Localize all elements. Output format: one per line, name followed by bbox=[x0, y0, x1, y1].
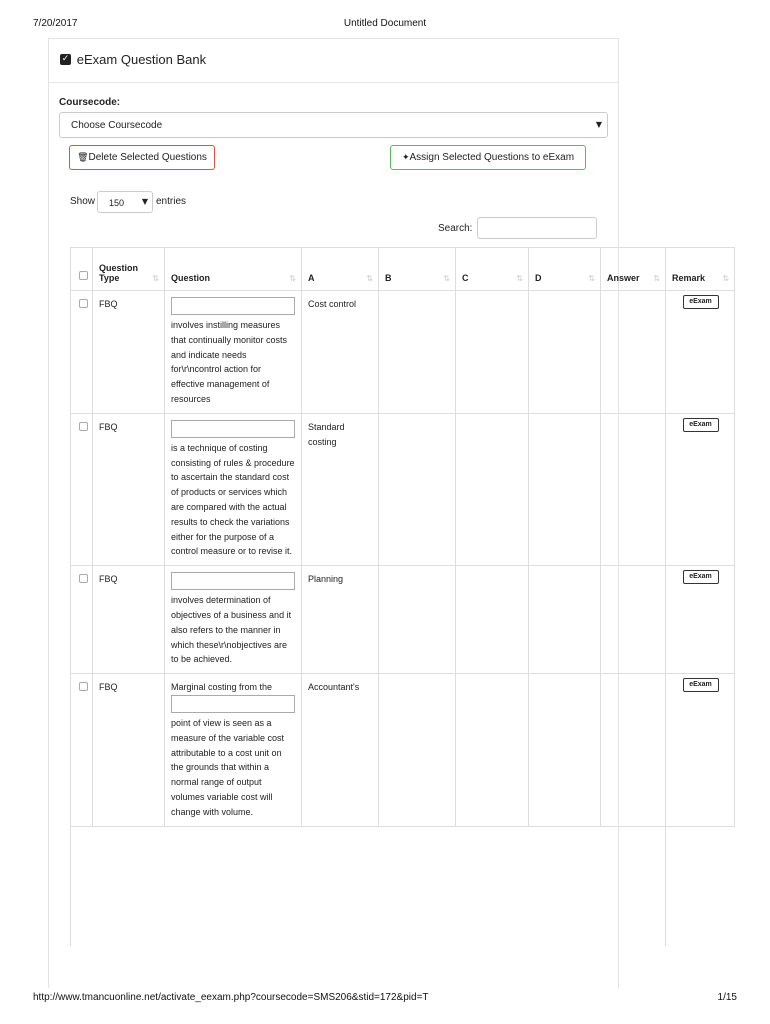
question-type-cell: FBQ bbox=[93, 413, 165, 565]
checkbox-checked-icon: ✓ bbox=[61, 54, 70, 64]
sort-icon: ⇅ bbox=[443, 274, 450, 283]
question-blank-field bbox=[171, 572, 295, 590]
delete-selected-label: Delete Selected Questions bbox=[88, 152, 207, 163]
column-header-a[interactable] bbox=[302, 248, 379, 291]
print-page-number: 1/15 bbox=[717, 992, 737, 1003]
eexam-button[interactable]: eExam bbox=[683, 418, 719, 432]
pin-icon: ✦ bbox=[401, 153, 410, 163]
row-checkbox[interactable] bbox=[79, 682, 88, 691]
option-a-cell: Accountant's bbox=[302, 674, 379, 826]
column-header-d[interactable] bbox=[529, 248, 601, 291]
option-b-cell bbox=[379, 413, 456, 565]
column-header-question[interactable] bbox=[165, 248, 302, 291]
column-header-type-line2: Type bbox=[99, 273, 120, 283]
table-row bbox=[71, 291, 735, 414]
dropdown-arrow-icon: ▼ bbox=[595, 120, 602, 129]
question-blank-field bbox=[171, 420, 295, 438]
delete-selected-button[interactable] bbox=[69, 145, 215, 170]
column-header-remark[interactable] bbox=[666, 248, 735, 291]
option-a-cell: Standard costing bbox=[302, 413, 379, 565]
question-blank-field bbox=[171, 297, 295, 315]
option-c-cell bbox=[456, 566, 529, 674]
answer-cell bbox=[601, 291, 666, 414]
row-checkbox[interactable] bbox=[79, 574, 88, 583]
question-text-after: involves determination of objectives of a business and it also refers to the manner in which these\r\nobjectives are to be achieved. bbox=[171, 595, 292, 665]
option-c-cell bbox=[456, 291, 529, 414]
print-footer bbox=[33, 992, 737, 1006]
question-text-before: Marginal costing from the bbox=[171, 682, 273, 693]
sort-icon: ⇅ bbox=[516, 274, 523, 283]
row-select-cell bbox=[71, 566, 93, 674]
sort-icon: ⇅ bbox=[722, 274, 729, 283]
option-a-cell: Cost control bbox=[302, 291, 379, 414]
coursecode-select[interactable] bbox=[59, 112, 608, 138]
sort-icon: ⇅ bbox=[289, 274, 296, 283]
entries-select[interactable] bbox=[97, 191, 153, 213]
column-header-type[interactable] bbox=[93, 248, 165, 291]
question-type-cell: FBQ bbox=[93, 291, 165, 414]
panel-heading bbox=[49, 39, 618, 83]
question-text-after: is a technique of costing consisting of rules & procedure to ascertain the standard cost of products or services which are compared with the actual results to check the variations either for the purpose of a control measure or to revise it. bbox=[171, 442, 295, 557]
column-header-label: B bbox=[385, 273, 392, 283]
option-b-cell bbox=[379, 674, 456, 826]
question-text-after: point of view is seen as a measure of the variable cost attributable to a cost unit on the grounds that within a normal range of output volumes variable cost will change with volume. bbox=[171, 717, 285, 817]
answer-cell bbox=[601, 566, 666, 674]
remark-cell bbox=[666, 413, 735, 565]
search-input[interactable] bbox=[477, 217, 597, 239]
questions-table bbox=[70, 247, 735, 946]
table-row bbox=[71, 566, 735, 674]
print-header bbox=[33, 18, 737, 32]
option-b-cell bbox=[379, 566, 456, 674]
row-select-cell bbox=[71, 674, 93, 826]
remark-cell bbox=[666, 566, 735, 674]
column-header-label: Question bbox=[171, 273, 211, 283]
sort-icon: ⇅ bbox=[152, 274, 159, 283]
remark-cell bbox=[666, 674, 735, 826]
table-empty-area bbox=[71, 826, 735, 946]
question-blank-field bbox=[171, 695, 295, 713]
option-a-cell: Planning bbox=[302, 566, 379, 674]
trash-icon: 🗑 bbox=[77, 153, 89, 163]
row-select-cell bbox=[71, 413, 93, 565]
eexam-button[interactable]: eExam bbox=[683, 570, 719, 584]
print-url: http://www.tmancuonline.net/activate_eexam.php?coursecode=SMS206&stid=172&pid=T bbox=[33, 992, 429, 1003]
row-checkbox[interactable] bbox=[79, 299, 88, 308]
option-d-cell bbox=[529, 291, 601, 414]
entries-label: entries bbox=[156, 196, 187, 207]
question-cell bbox=[165, 413, 302, 565]
column-header-label: D bbox=[535, 273, 542, 283]
row-select-cell bbox=[71, 291, 93, 414]
eexam-button[interactable]: eExam bbox=[683, 295, 719, 309]
sort-icon: ⇅ bbox=[366, 274, 373, 283]
select-all-checkbox[interactable] bbox=[79, 271, 88, 280]
row-checkbox[interactable] bbox=[79, 422, 88, 431]
option-d-cell bbox=[529, 413, 601, 565]
option-d-cell bbox=[529, 674, 601, 826]
answer-cell bbox=[601, 674, 666, 826]
column-header-label: Remark bbox=[672, 273, 706, 283]
answer-cell bbox=[601, 413, 666, 565]
question-cell bbox=[165, 674, 302, 826]
question-cell bbox=[165, 566, 302, 674]
table-row bbox=[71, 674, 735, 826]
assign-selected-label: Assign Selected Questions to eExam bbox=[409, 152, 575, 163]
question-type-cell: FBQ bbox=[93, 674, 165, 826]
assign-selected-button[interactable] bbox=[390, 145, 586, 170]
question-cell bbox=[165, 291, 302, 414]
coursecode-label: Coursecode: bbox=[59, 97, 121, 108]
question-type-cell: FBQ bbox=[93, 566, 165, 674]
question-text-after: involves instilling measures that continually monitor costs and indicate needs for\r\ncontrol action for effective management of resources bbox=[171, 320, 288, 404]
eexam-button[interactable]: eExam bbox=[683, 678, 719, 692]
entries-value: 150 bbox=[109, 198, 125, 208]
table-row bbox=[71, 413, 735, 565]
sort-icon: ⇅ bbox=[588, 274, 595, 283]
sort-icon: ⇅ bbox=[653, 274, 660, 283]
column-header-label: Answer bbox=[607, 273, 640, 283]
empty-cell bbox=[71, 826, 666, 946]
show-label: Show bbox=[70, 196, 96, 207]
empty-cell bbox=[666, 826, 735, 946]
document-title: Untitled Document bbox=[343, 18, 427, 29]
coursecode-selected-value: Choose Coursecode bbox=[71, 120, 163, 131]
table-header-row bbox=[71, 248, 735, 291]
column-header-c[interactable] bbox=[456, 248, 529, 291]
column-header-label: C bbox=[462, 273, 469, 283]
remark-cell bbox=[666, 291, 735, 414]
questions-table-wrapper bbox=[70, 247, 734, 946]
panel-title: eExam Question Bank bbox=[76, 52, 207, 67]
option-d-cell bbox=[529, 566, 601, 674]
column-header-answer[interactable] bbox=[601, 248, 666, 291]
select-all-header bbox=[71, 248, 93, 291]
search-label: Search: bbox=[438, 223, 473, 234]
column-header-type-line1: Question bbox=[99, 263, 139, 273]
column-header-b[interactable] bbox=[379, 248, 456, 291]
column-header-label: A bbox=[308, 273, 315, 283]
option-b-cell bbox=[379, 291, 456, 414]
option-c-cell bbox=[456, 674, 529, 826]
option-c-cell bbox=[456, 413, 529, 565]
dropdown-arrow-icon: ▼ bbox=[141, 197, 148, 206]
print-date: 7/20/2017 bbox=[33, 18, 78, 29]
